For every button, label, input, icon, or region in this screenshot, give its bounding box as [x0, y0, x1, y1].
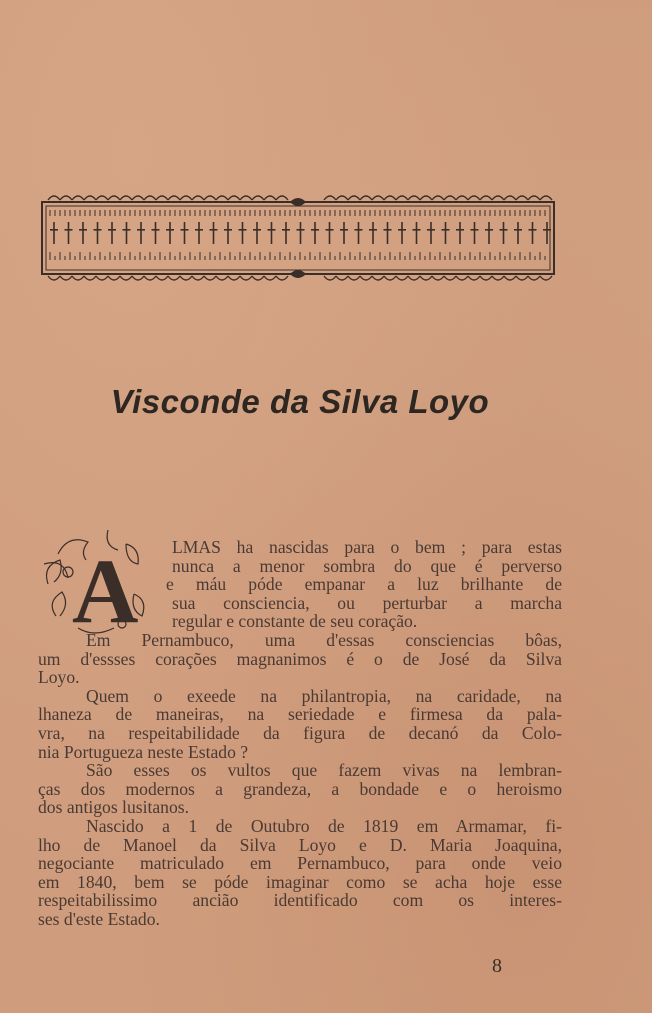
text-line: e máu póde empanar a luz brilhante de — [166, 574, 562, 595]
text-line: Loyo. — [38, 667, 80, 688]
text-line: Quem o exeede na philantropia, na caridade, na — [86, 685, 562, 706]
text-line: vra, na respeitabilidade da figura de decanó da Colo- — [38, 722, 562, 743]
text-line: nunca a menor sombra do que é perverso — [172, 555, 562, 576]
text-line: ses d'este Estado. — [38, 908, 160, 929]
article-body — [38, 538, 562, 928]
page-number: 8 — [492, 955, 502, 977]
text-line: lhaneza de maneiras, na seriedade e firmesa da pala- — [38, 704, 562, 725]
text-line: LMAS ha nascidas para o bem ; para estas — [172, 537, 562, 557]
text-line: regular e constante de seu coração. — [172, 611, 418, 632]
text-line: Nascido a 1 de Outubro de 1819 em Armamar, fi- — [86, 815, 562, 836]
text-line: São esses os vultos que fazem vivas na lembran- — [86, 760, 562, 781]
text-line: sua consciencia, ou perturbar a marcha — [172, 592, 562, 613]
text-line: nia Portugueza neste Estado ? — [38, 741, 249, 762]
text-line: lho de Manoel da Silva Loyo e D. Maria Joaquina, — [38, 834, 562, 855]
text-line: ças dos modernos a grandeza, a bondade e o heroismo — [38, 778, 562, 799]
article-title: Visconde da Silva Loyo — [110, 383, 490, 420]
text-line: em 1840, bem se póde imaginar como se acha hoje esse — [38, 871, 562, 892]
decorative-header-ornament — [38, 190, 558, 286]
text-line: dos antigos lusitanos. — [38, 797, 190, 818]
text-line: Em Pernambuco, uma d'essas consciencias bôas, — [86, 629, 562, 650]
text-line: respeitabilissimo ancião identificado com os interes- — [38, 890, 562, 911]
text-line: negociante matriculado em Pernambuco, para onde veio — [38, 853, 562, 874]
dropcap-letter: A — [72, 540, 139, 642]
text-line: um d'essses corações magnanimos é o de José da Silva — [38, 648, 562, 669]
